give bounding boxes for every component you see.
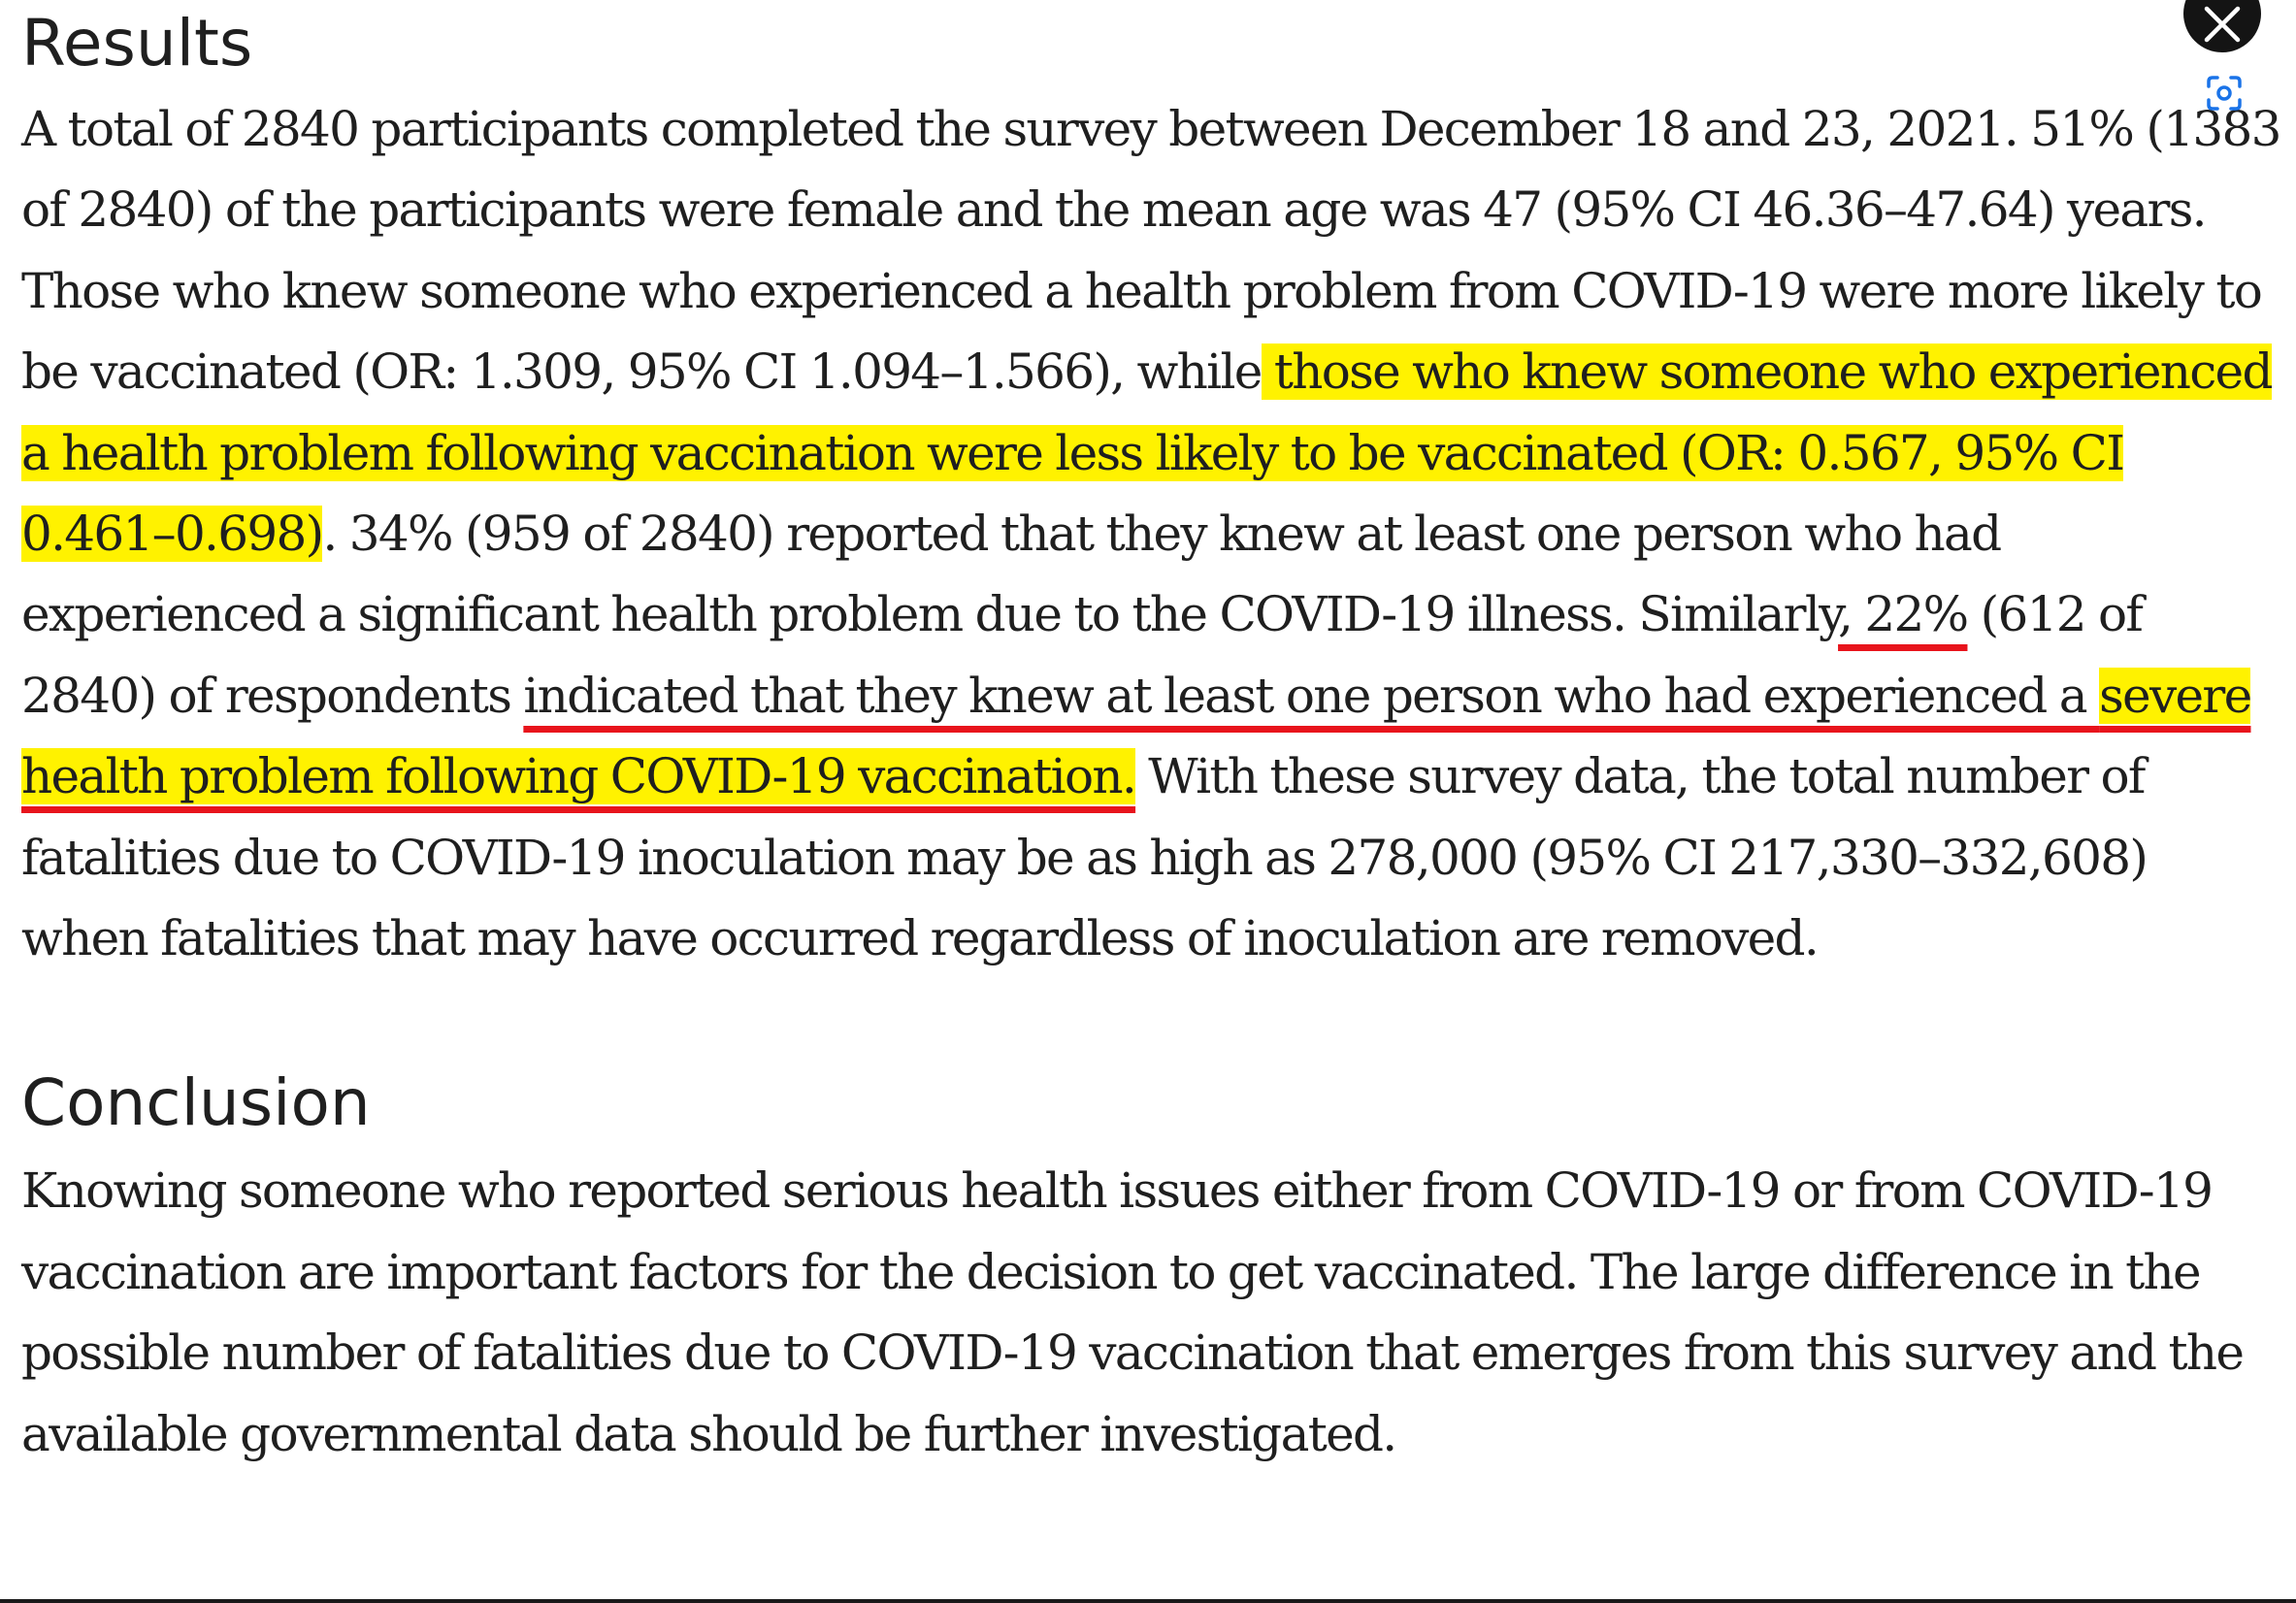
highlighted-underlined-text: severe health problem following COVID-19 vaccination. <box>21 667 2251 805</box>
highlighted-text: those who knew someone who experienced a health problem following vaccination were less likely to be vaccinated (OR: 0.567, 95% CI 0.461–0.698) <box>21 344 2272 563</box>
underlined-text: , 22% <box>1838 586 1968 643</box>
conclusion-paragraph: Knowing someone who reported serious health issues either from COVID-19 or from COVID-19 vaccination are important factors for the decision to get vaccinated. The large difference in the possible number of fatalities due to COVID-19 vaccination that emerges from this survey and the available governmental data should be further investigated. <box>21 1162 2244 1462</box>
text-segment: . 34% (959 of 2840) reported that they knew at least one person who had experienced a significant health problem due to the COVID-19 illness. Similarly <box>21 506 2001 643</box>
text-segment: A total of 2840 participants completed the survey between December 18 and 23, 2021. 51% (1383 of 2840) of the participants were female and the mean age was 47 (95% CI 46.36–47.64) years. Those who knew someone who experienced a health problem from COVID-19 were more likely to be vaccinated (OR: 1.309, 95% CI 1.094–1.566), while <box>21 101 2280 401</box>
text-segment: With these survey data, the total number of fatalities due to COVID-19 inoculation may be as high as 278,000 (95% CI 217,330–332,608) when fatalities that may have occurred regardless of inoculation are removed. <box>21 748 2148 967</box>
article-content <box>21 0 2282 1475</box>
close-icon <box>2200 2 2245 47</box>
results-paragraph <box>21 89 2282 979</box>
scan-icon <box>2205 74 2244 113</box>
bottom-divider <box>0 1599 2296 1603</box>
text-segment: (612 of 2840) of respondents <box>21 586 2143 724</box>
results-heading: Results <box>21 6 253 81</box>
conclusion-heading: Conclusion <box>21 1065 371 1141</box>
underlined-text: indicated that they knew at least one person who had experienced a <box>523 667 2100 724</box>
visual-search-button[interactable] <box>2205 74 2244 113</box>
